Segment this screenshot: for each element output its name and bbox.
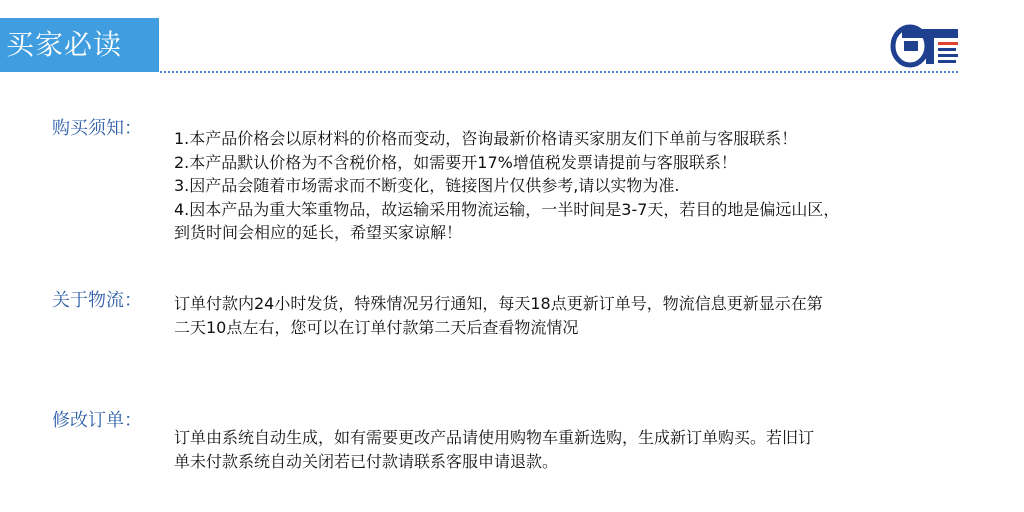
modify-line-2: 单未付款系统自动关闭若已付款请联系客服申请退款。 [174, 451, 559, 471]
modify-notes [174, 426, 974, 473]
logistics-line-1: 订单付款内24小时发货，特殊情况另行通知，每天18点更新订单号，物流信息更新显示在第 [174, 294, 823, 313]
purchase-line-4: 4.因本产品为重大笨重物品，故运输采用物流运输，一半时间是3-7天，若目的地是偏远山区， [174, 199, 840, 219]
purchase-heading: 购买须知： [52, 118, 142, 139]
purchase-line-2: 2.本产品默认价格为不含税价格，如需要开17%增值税发票请提前与客服联系！ [174, 152, 737, 172]
brand-logo [890, 22, 962, 68]
logistics-line-2: 二天10点左右，您可以在订单付款第二天后查看物流情况 [174, 317, 579, 337]
modify-line-1: 订单由系统自动生成，如有需要更改产品请使用购物车重新选购，生成新订单购买。若旧订 [174, 428, 815, 447]
purchase-line-1: 1.本产品价格会以原材料的价格而变动，咨询最新价格请买家朋友们下单前与客服联系！ [174, 129, 798, 148]
logistics-notes [174, 292, 974, 339]
purchase-line-5: 到货时间会相应的延长，希望买家谅解！ [174, 223, 463, 242]
header-divider [160, 71, 958, 73]
modify-heading: 修改订单： [52, 410, 142, 431]
purchase-line-3: 3.因产品会随着市场需求而不断变化，链接图片仅供参考,请以实物为准. [174, 176, 680, 195]
logistics-heading: 关于物流： [52, 290, 142, 311]
purchase-notes [174, 127, 974, 245]
page-title: 买家必读 [0, 18, 159, 72]
